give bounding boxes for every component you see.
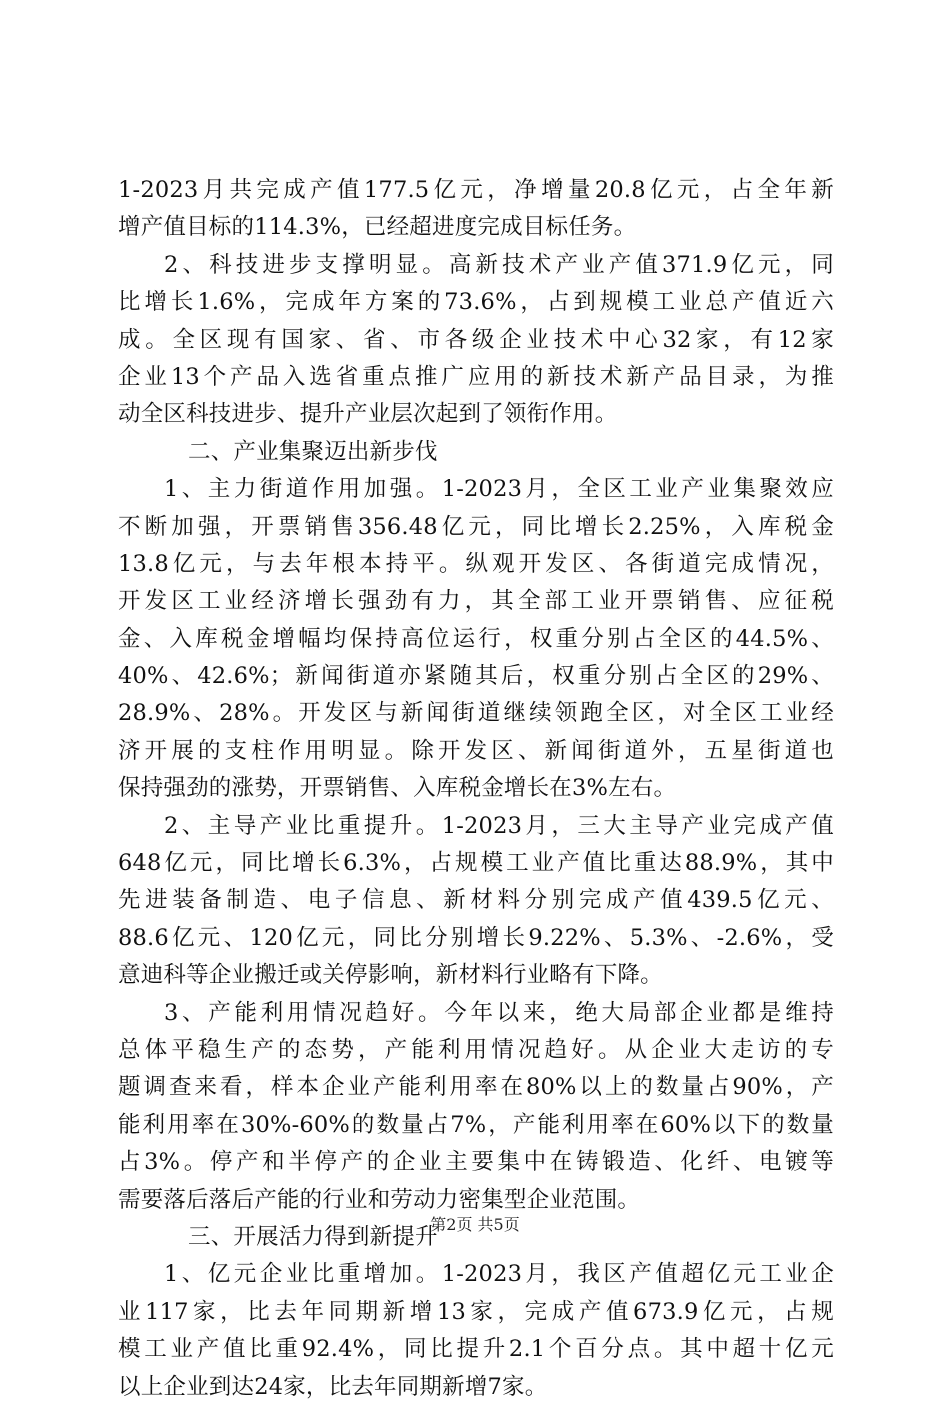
text-line: 不断加强，开票销售356.48亿元，同比增长2.25%，入库税金: [118, 513, 834, 540]
page-indicator: 第2页 共5页: [430, 1215, 520, 1234]
page-footer: [0, 1213, 950, 1237]
text-line: 能利用率在30%-60%的数量占7%，产能利用率在60%以下的数量: [118, 1111, 834, 1138]
text-line: 1-2023月共完成产值177.5亿元，净增量20.8亿元，占全年新: [118, 177, 834, 203]
paragraph-start-line: 3、产能利用情况趋好。今年以来，绝大局部企业都是维持: [164, 999, 834, 1026]
paragraph-start-line: 2、主导产业比重提升。1-2023月，三大主导产业完成产值: [164, 812, 834, 839]
text-line: 占3%。停产和半停产的企业主要集中在铸锻造、化纤、电镀等: [118, 1149, 834, 1176]
text-line: 业117家，比去年同期新增13家，完成产值673.9亿元，占规: [118, 1298, 834, 1325]
text-line: 13.8亿元，与去年根本持平。纵观开发区、各街道完成情况，: [118, 550, 834, 577]
text-line: 先进装备制造、电子信息、新材料分别完成产值439.5亿元、: [118, 887, 834, 914]
section-heading: 三、开展活力得到新提升: [188, 1223, 438, 1250]
section-heading: 二、产业集聚迈出新步伐: [188, 438, 438, 465]
text-line: 保持强劲的涨势，开票销售、入库税金增长在3%左右。: [118, 775, 677, 802]
text-line: 648亿元，同比增长6.3%，占规模工业产值比重达88.9%，其中: [118, 850, 834, 877]
text-line: 动全区科技进步、提升产业层次起到了领衔作用。: [118, 401, 618, 428]
text-line: 模工业产值比重92.4%，同比提升2.1个百分点。其中超十亿元: [118, 1336, 834, 1363]
text-line: 金、入库税金增幅均保持高位运行，权重分别占全区的44.5%、: [118, 625, 834, 652]
text-line: 以上企业到达24家，比去年同期新增7家。: [118, 1373, 548, 1400]
text-line: 济开展的支柱作用明显。除开发区、新闻街道外，五星街道也: [118, 737, 834, 764]
text-line: 企业13个产品入选省重点推广应用的新技术新产品目录，为推: [118, 363, 834, 390]
text-line: 开发区工业经济增长强劲有力，其全部工业开票销售、应征税: [118, 588, 834, 615]
text-line: 28.9%、28%。开发区与新闻街道继续领跑全区，对全区工业经: [118, 700, 834, 727]
paragraph-start-line: 1、主力街道作用加强。1-2023月，全区工业产业集聚效应: [164, 476, 834, 503]
text-line: 40%、42.6%；新闻街道亦紧随其后，权重分别占全区的29%、: [118, 663, 834, 690]
text-line: 题调查来看，样本企业产能利用率在80%以上的数量占90%，产: [118, 1074, 834, 1101]
text-line: 需要落后落后产能的行业和劳动力密集型企业范围。: [118, 1186, 641, 1213]
text-line: 增产值目标的114.3%，已经超进度完成目标任务。: [118, 214, 637, 241]
text-line: 比增长1.6%，完成年方案的73.6%，占到规模工业总产值近六: [118, 289, 834, 316]
text-line: 成。全区现有国家、省、市各级企业技术中心32家，有12家: [118, 326, 834, 353]
text-line: 88.6亿元、120亿元，同比分别增长9.22%、5.3%、-2.6%，受: [118, 924, 834, 951]
paragraph-start-line: 2、科技进步支撑明显。高新技术产业产值371.9亿元，同: [164, 251, 834, 278]
text-line: 总体平稳生产的态势，产能利用情况趋好。从企业大走访的专: [118, 1036, 834, 1063]
paragraph-start-line: 1、亿元企业比重增加。1-2023月，我区产值超亿元工业企: [164, 1261, 834, 1288]
text-line: 意迪科等企业搬迁或关停影响，新材料行业略有下降。: [118, 962, 663, 989]
